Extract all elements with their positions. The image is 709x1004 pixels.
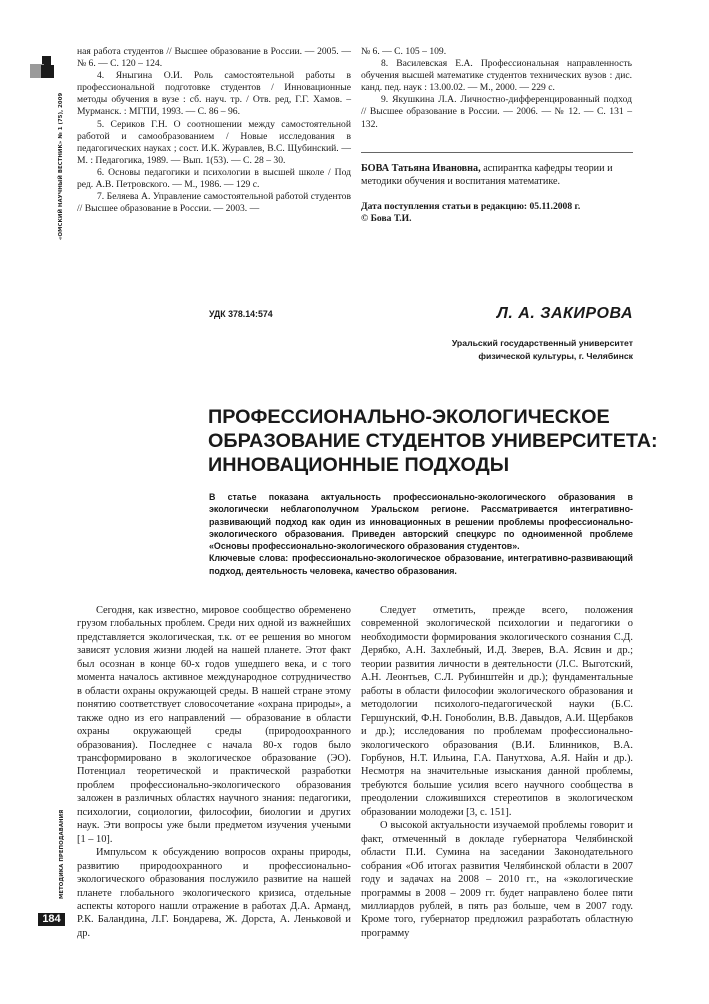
affiliation	[380, 337, 633, 363]
title-line: ОБРАЗОВАНИЕ СТУДЕНТОВ УНИВЕРСИТЕТА:	[208, 430, 658, 452]
abstract-text: В статье показана актуальность профессионально-экологического образования в экологически неблагополучном Уральском регионе. Рассматривается интегративно-развивающий подход как один из инновационных в решении проблемы профессионально-экологического образования. Приведен авторский спецкурс по одноименной проблеме «Основы профессионально-экологического образования студентов».	[209, 492, 633, 552]
title-line: ПРОФЕССИОНАЛЬНО-ЭКОЛОГИЧЕСКОЕ	[208, 406, 610, 428]
affiliation-line: физической культуры, г. Челябинск	[478, 351, 633, 361]
body-paragraph: О высокой актуальности изучаемой проблемы говорит и факт, отмеченный в докладе губернатора Челябинской области П.И. Сумина на заседании Законодательного собрания «Об итогах развития Челябинской области в 2007 году и задачах на 2008 – 2010 гг., на «экологические программы в 2008 – 2009 гг. будет направлено более пяти миллиардов рублей, в пять раз больше, чем в 2007 году. Кроме того, губернатор предложил разработать областную программу	[361, 820, 633, 939]
body-paragraph: Импульсом к обсуждению вопросов охраны природы, развитию природоохранного и профессионально-экологического образования послужило развитие на нашей планете глобального экологического кризиса, отдельные аспекты которого нашли отражение в работах Д.А. Арманд, Р.К. Баландина, Л.Г. Бондарева, Ж. Дорста, А. Леньковой и др.	[77, 847, 351, 939]
author-note-name: БОВА Татьяна Ивановна,	[361, 163, 481, 174]
references-left	[77, 46, 351, 215]
reference-item: 7. Беляева А. Управление самостоятельной работой студентов // Высшее образование в России. — 2003. —	[77, 191, 351, 215]
reference-item: 5. Сериков Г.Н. О соотношении между самостоятельной работой и самообразованием / Новые исследования в педагогических науках ; сост. И.К. Журавлев, В.С. Щубинский. — М. : Педагогика, 1989. — Вып. 1(53). — С. 28 – 30.	[77, 118, 351, 166]
reference-item: 4. Яныгина О.И. Роль самостоятельной работы в профессиональной подготовке студентов / Инновационные методы обучения в вузе : сб. науч. тр. / Отв. ред, Г.Г. Хамов. – Мурманск. : МГПИ, 1993. — С. 86 – 96.	[77, 70, 351, 118]
article-title	[208, 405, 658, 477]
corner-square-black-large	[41, 65, 54, 78]
received-date: Дата поступления статьи в редакцию: 05.11.2008 г.	[361, 201, 581, 212]
page-number: 184	[42, 913, 61, 925]
title-line: ИННОВАЦИОННЫЕ ПОДХОДЫ	[208, 454, 510, 476]
reference-item: 8. Василевская Е.А. Профессиональная направленность обучения высшей математике студентов технических вузов : дис. канд. пед. наук : 13.00.02. — М., 2000. — 229 с.	[361, 58, 632, 94]
section-label-vertical: МЕТОДИКА ПРЕПОДАВАНИЯ	[59, 809, 65, 899]
reference-item: № 6. — С. 105 – 109.	[361, 46, 447, 57]
reference-item: ная работа студентов // Высшее образование в России. — 2005. — № 6. — С. 120 – 124.	[77, 46, 351, 70]
references-right	[361, 46, 632, 131]
author-note-description: аспирантка кафедры теории и методики обучения и воспитания математике.	[361, 163, 613, 187]
reference-item: 9. Якушкина Л.А. Личностно-дифференцированный подход // Высшее образование в России. — 2006. — № 12. — С. 131 – 132.	[361, 94, 632, 130]
body-column-right	[361, 604, 633, 940]
article-author: Л. А. ЗАКИРОВА	[496, 305, 633, 322]
copyright: © Бова Т.И.	[361, 213, 412, 224]
affiliation-line: Уральский государственный университет	[451, 338, 633, 348]
abstract	[209, 491, 633, 577]
journal-header-vertical: «ОМСКИЙ НАУЧНЫЙ ВЕСТНИК» № 1 (75), 2009	[58, 92, 64, 240]
reference-item: 6. Основы педагогики и психологии в высшей школе / Под ред. А.В. Петровского. — М., 1986. — 129 с.	[77, 166, 351, 191]
body-paragraph: Сегодня, как известно, мировое сообщество обременено грузом глобальных проблем. Среди них одной из важнейших представляется экологическая, т.к. от ее решения во многом зависят условия жизни людей на нашей планете. Этот факт был осознан в конце 60-х годов ушедшего века, и с того момента началось активное международное сотрудничество в области охраны окружающей среды. В нашей стране этому понятию соответствует словосочетание «охрана природы», а также одно из его направлений — образование в области охраны окружающей среды (природоохранного образования). Последнее с начала 80-х годов было трансформировано в экологическое образование (ЭО). Потенциал теоретической и практической разработки проблем профессионально-экологического образования заложен в различных областях научного знания: педагогики, психологии, социологии, философии, биологии и других наук. Эти вопросы уже были предметом изучения учеными [1 – 10].	[77, 605, 351, 845]
body-column-left	[77, 604, 351, 940]
keywords: Ключевые слова: профессионально-экологическое образование, интегративно-развивающий подход, деятельность человека, качество образования.	[209, 553, 633, 576]
author-note	[361, 162, 633, 188]
udc-code: УДК 378.14:574	[209, 309, 273, 319]
references-divider	[361, 152, 633, 153]
body-paragraph: Следует отметить, прежде всего, положения современной экологической психологии и педагогики о необходимости формирования экологического сознания С.Д. Дерябко, А.Н. Захлебный, И.Д. Зверев, В.А. Ясвин и др.; теории развития личности в деятельности (Л.С. Выготский, А.Н. Леонтьев, С.Л. Рубинштейн и др.); фундаментальные работы в области философии экологического образования и методологии психолого-педагогической науки (Б.С. Гершунский, Ф.Н. Гоноболин, В.В. Давыдов, А.И. Щербаков и др.); исследования по проблемам профессионально-экологического образования (В.И. Блинников, В.А. Горбунов, Н.Т. Ильина, Г.А. Панутхова, А.Я. Найн и др.). Несмотря на значительные изыскания данной проблемы, требуются большие усилия всего научного сообщества в преодолении сложившихся стереотипов в экологическом образовании молодежи [3, с. 151].	[361, 605, 633, 818]
